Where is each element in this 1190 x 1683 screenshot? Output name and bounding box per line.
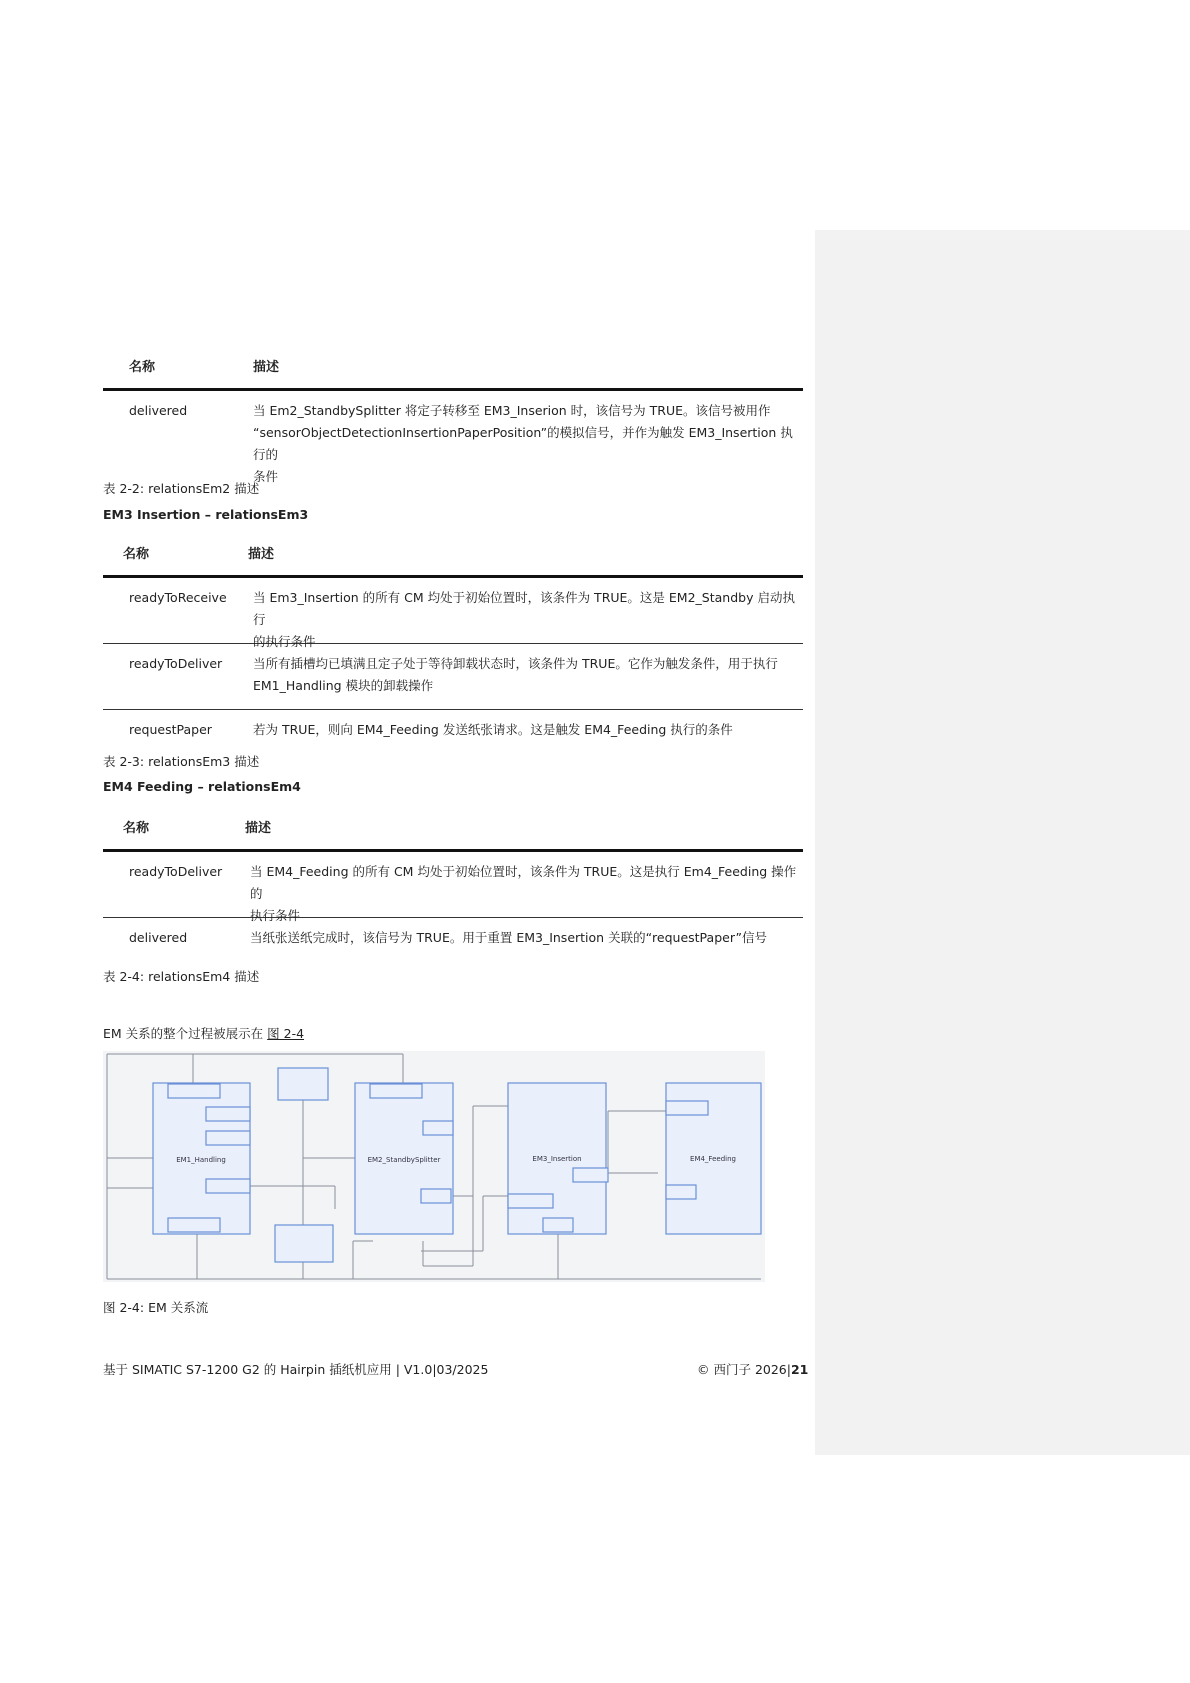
row-desc-line: 当纸张送纸完成时，该信号为 TRUE。用于重置 EM3_Insertion 关联的“requestPaper”信号 [250, 930, 767, 945]
table-header [103, 807, 803, 852]
figure-link[interactable]: 图 2-4 [267, 1026, 305, 1041]
table-row [103, 918, 803, 960]
section-title-em4: EM4 Feeding – relationsEm4 [103, 779, 301, 794]
em4-port [666, 1185, 696, 1199]
em3-port [543, 1218, 573, 1232]
header-desc: 描述 [248, 547, 275, 562]
header-name: 名称 [129, 360, 156, 375]
row-desc-line: 当 Em3_Insertion 的所有 CM 均处于初始位置时，该条件为 TRUE。这是 EM2_Standby 启动执行 [253, 590, 795, 627]
diagram-svg [103, 1051, 765, 1282]
figure-intro-text: EM 关系的整个过程被展示在 [103, 1026, 268, 1041]
em2-label: EM2_StandbySplitter [367, 1156, 441, 1164]
table-caption-em3: 表 2-3: relationsEm3 描述 [103, 754, 260, 769]
footer-left: 基于 SIMATIC S7-1200 G2 的 Hairpin 插纸机应用 | V1.0|03/2025 [103, 1362, 489, 1377]
section-title-em3: EM3 Insertion – relationsEm3 [103, 507, 309, 522]
em1-port [206, 1131, 250, 1145]
header-name: 名称 [123, 821, 150, 836]
em4-port [666, 1101, 708, 1115]
table-caption-em4: 表 2-4: relationsEm4 描述 [103, 969, 260, 984]
row-name: requestPaper [129, 722, 212, 737]
row-desc [253, 719, 803, 741]
row-desc-line: EM1_Handling 模块的卸载操作 [253, 678, 434, 693]
em1-port [168, 1218, 220, 1232]
row-name: delivered [129, 930, 188, 945]
comment-margin [815, 230, 1190, 1455]
em4-label: EM4_Feeding [690, 1155, 736, 1163]
table-caption-em2: 表 2-2: relationsEm2 描述 [103, 481, 260, 496]
row-desc-line: 执行条件 [250, 908, 301, 923]
row-name: delivered [129, 403, 188, 418]
row-desc-line: 条件 [253, 469, 279, 484]
em1-port [206, 1179, 250, 1193]
table-row [103, 644, 803, 710]
row-desc [253, 653, 803, 697]
header-name: 名称 [123, 547, 150, 562]
em1-port [206, 1107, 250, 1121]
em2-port [423, 1121, 453, 1135]
table-header [103, 346, 803, 391]
em2-port [370, 1084, 422, 1098]
em3-port [508, 1194, 553, 1208]
row-desc-line: “sensorObjectDetectionInsertionPaperPosition”的模拟信号，并作为触发 EM3_Insertion 执行的 [253, 425, 793, 462]
figure-caption: 图 2-4: EM 关系流 [103, 1300, 209, 1315]
figure-intro [103, 1024, 304, 1042]
em-relation-diagram [103, 1051, 765, 1282]
table-row [103, 710, 803, 752]
table-header [103, 533, 803, 578]
row-desc-line: 当 Em2_StandbySplitter 将定子转移至 EM3_Inserion 时，该信号为 TRUE。该信号被用作 [253, 403, 771, 418]
table-row [103, 578, 803, 649]
page-number: 21 [790, 1362, 809, 1377]
sensor-box [275, 1225, 333, 1262]
table-row [103, 391, 803, 484]
row-desc-line: 当 EM4_Feeding 的所有 CM 均处于初始位置时，该条件为 TRUE。这是执行 Em4_Feeding 操作的 [250, 864, 797, 901]
footer-copyright: © 西门子 2026| [697, 1362, 791, 1377]
row-desc-line: 若为 TRUE，则向 EM4_Feeding 发送纸张请求。这是触发 EM4_Feeding 执行的条件 [253, 722, 733, 737]
header-desc: 描述 [245, 821, 272, 836]
header-desc: 描述 [253, 360, 280, 375]
footer-right [697, 1360, 808, 1378]
row-desc [253, 400, 803, 488]
table-relations-em2 [103, 346, 803, 484]
row-name: readyToReceive [129, 590, 227, 605]
em3-port [573, 1168, 608, 1182]
row-desc-line: 当所有插槽均已填满且定子处于等待卸载状态时，该条件为 TRUE。它作为触发条件，用于执行 [253, 656, 778, 671]
table-relations-em3 [103, 533, 803, 752]
table-relations-em4 [103, 807, 803, 960]
sensor-box [278, 1068, 328, 1100]
em2-port [421, 1189, 451, 1203]
em1-label: EM1_Handling [176, 1156, 226, 1164]
row-desc [250, 927, 803, 949]
em3-label: EM3_Insertion [532, 1155, 582, 1163]
table-row [103, 852, 803, 923]
row-name: readyToDeliver [129, 656, 223, 671]
em1-port [168, 1084, 220, 1098]
row-desc-line: 的执行条件 [253, 634, 316, 649]
row-name: readyToDeliver [129, 864, 223, 879]
